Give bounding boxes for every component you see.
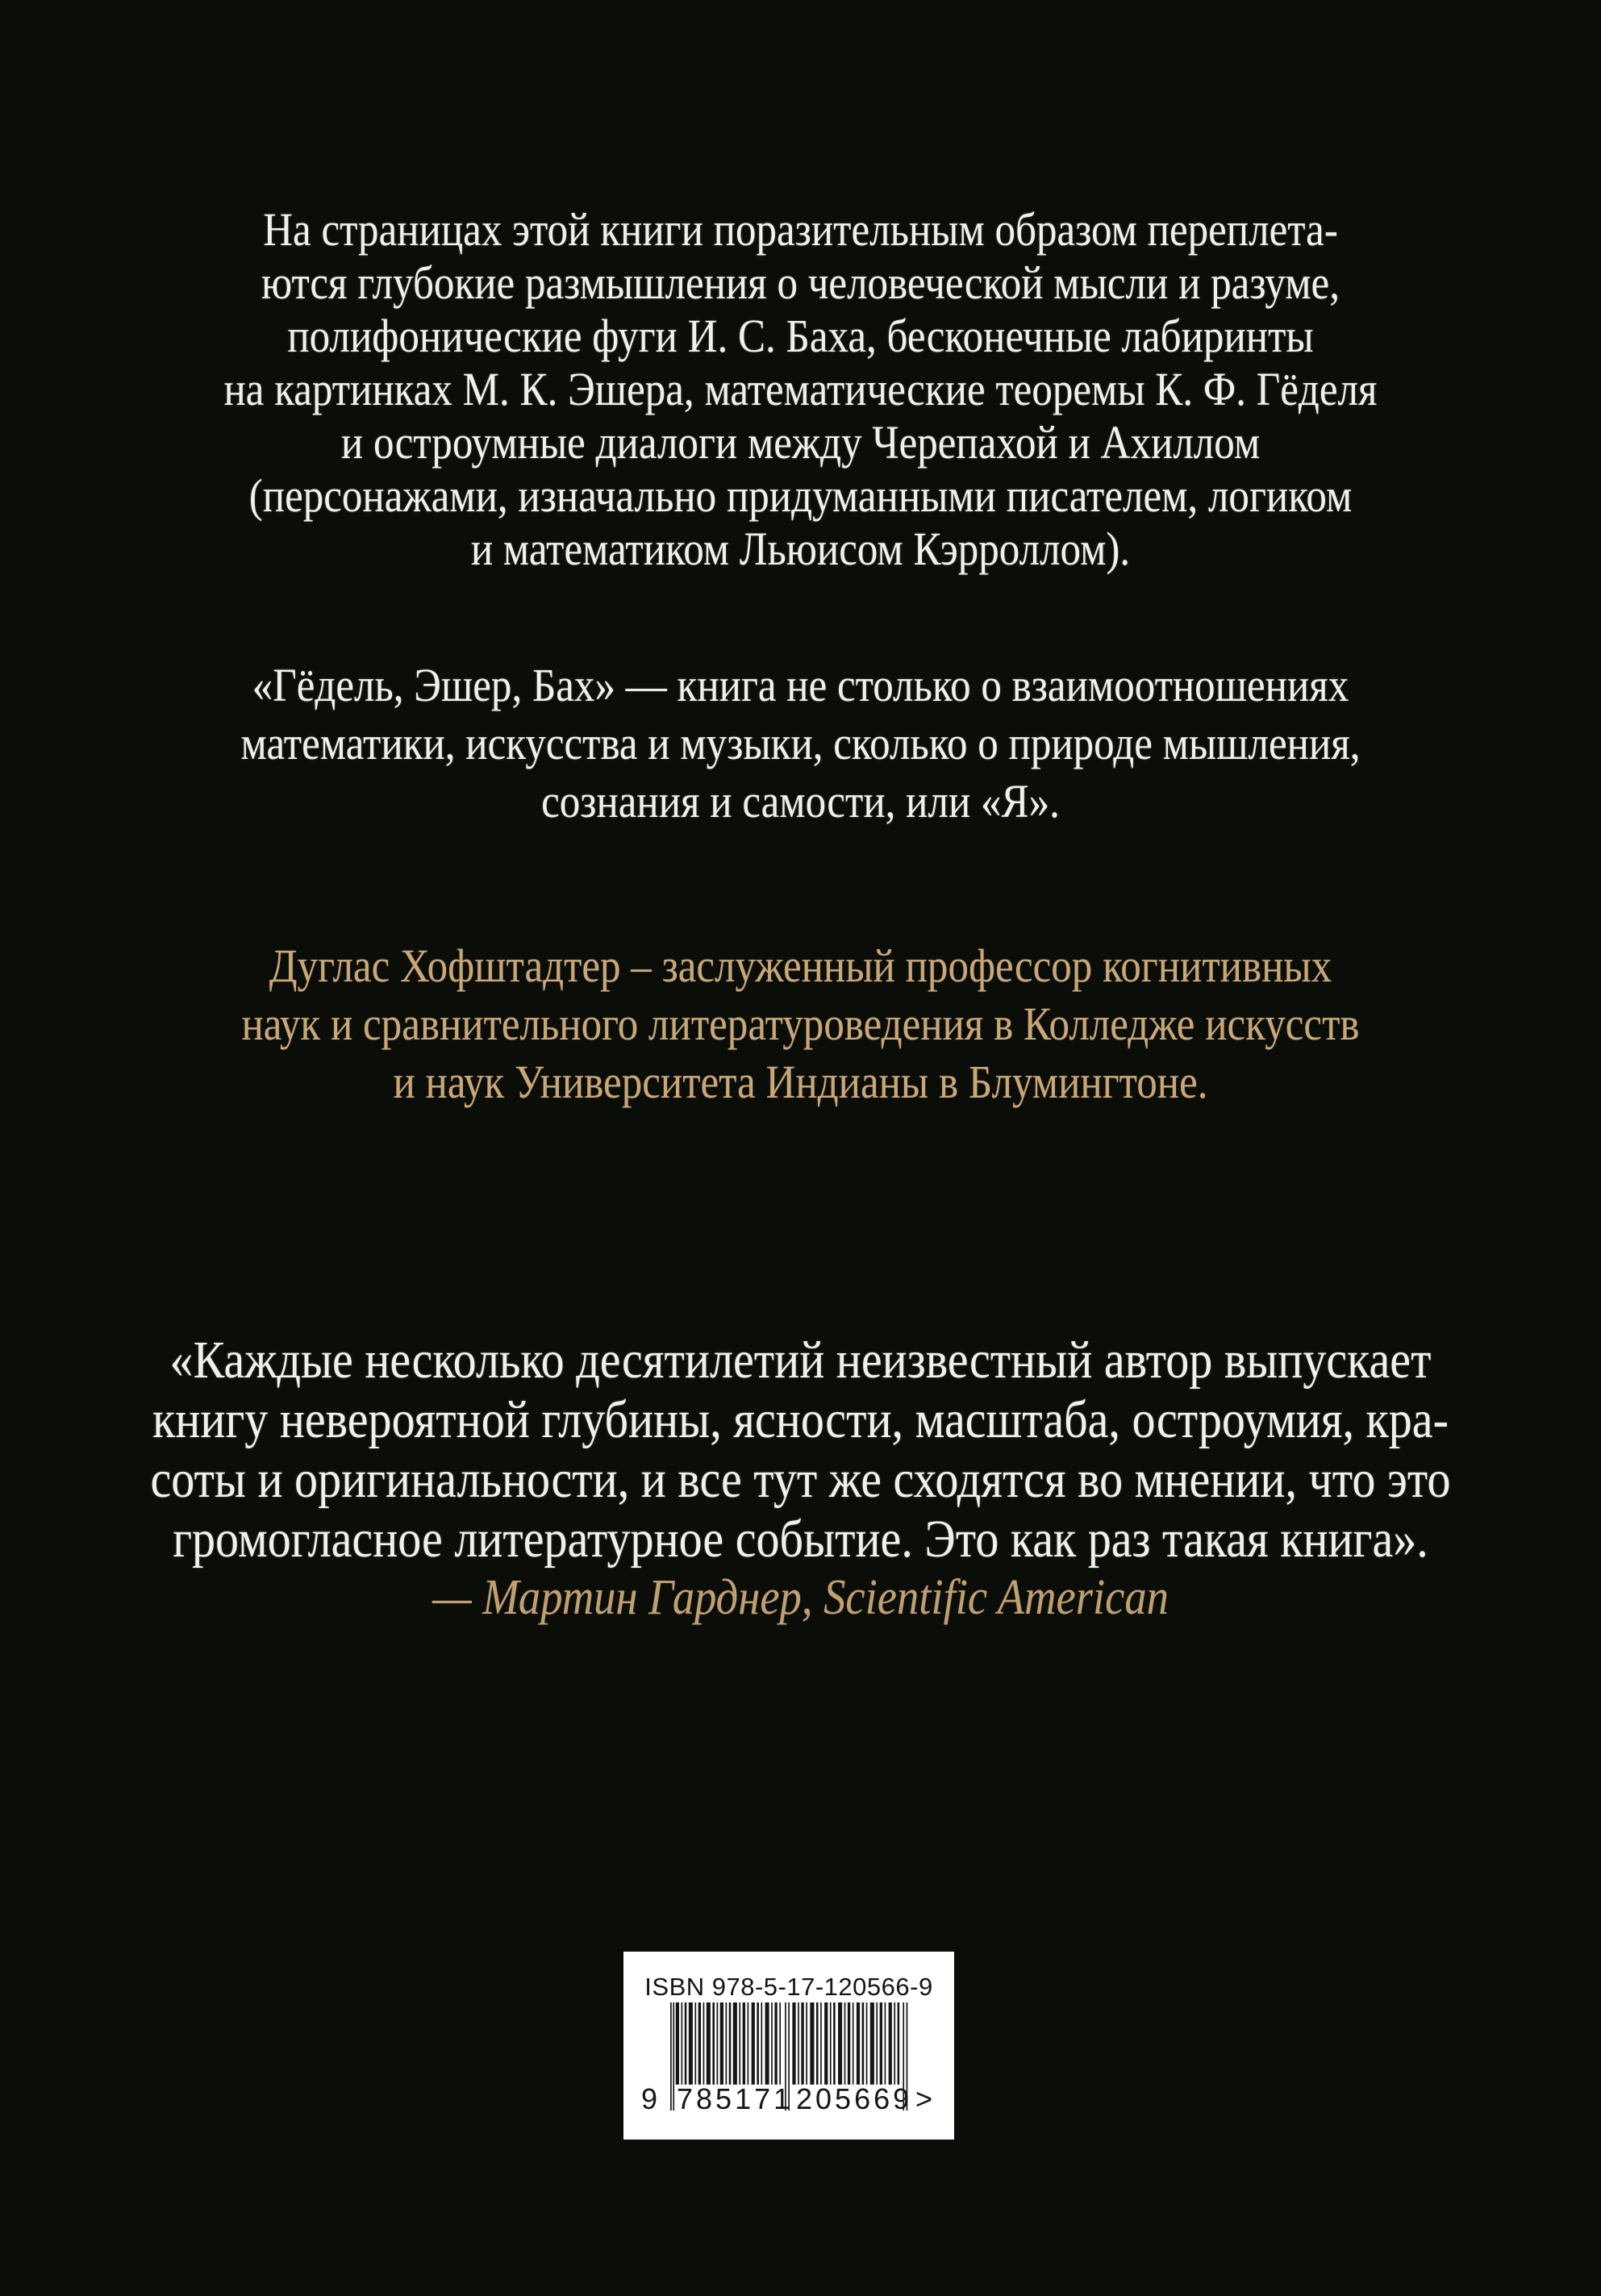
text-line: сознания и самости, или «Я».: [541, 775, 1060, 827]
text-line: и математиком Льюисом Кэрроллом).: [470, 523, 1131, 575]
barcode-box: [623, 1952, 954, 2140]
barcode-digits-group-2: 205669: [796, 2082, 913, 2115]
text-line: «Гёдель, Эшер, Бах» — книга не столько о взаимоотношениях: [252, 659, 1349, 711]
text-line: и остроумные диалоги между Черепахой и Ахиллом: [340, 416, 1261, 469]
paragraph-about-book: [96, 656, 1505, 831]
text-line: (персонажами, изначально придуманными писателем, логиком: [248, 469, 1353, 522]
quote-attribution: — Мартин Гарднер, Scientific American: [432, 1570, 1169, 1625]
barcode-digits: [623, 2082, 954, 2116]
text-line: ются глубокие размышления о человеческой мысли и разуме,: [261, 256, 1340, 309]
paragraph-author-bio: [96, 937, 1505, 1111]
isbn-label: ISBN 978-5-17-120566-9: [644, 1973, 933, 2001]
barcode-digit-first: 9: [641, 2082, 658, 2115]
text-line: на картинках М. К. Эшера, математические теоремы К. Ф. Гёделя: [223, 363, 1378, 415]
text-line: громогласное литературное событие. Это как раз такая книга».: [173, 1510, 1428, 1569]
text-line: и наук Университета Индианы в Блумингтоне.: [393, 1056, 1208, 1108]
text-line: «Каждые несколько десятилетий неизвестный автор выпускает: [169, 1331, 1432, 1390]
barcode-digits-group-1: 785171: [677, 2082, 794, 2115]
paragraph-intro: [96, 203, 1505, 576]
text-line: соты и оригинальности, и все тут же сходятся во мнении, что это: [150, 1450, 1451, 1509]
barcode-chevron-icon: >: [915, 2082, 933, 2115]
text-line: наук и сравнительного литературоведения в Колледже искусств: [241, 998, 1360, 1050]
text-line: полифонические фуги И. С. Баха, бесконечные лабиринты: [287, 310, 1314, 362]
text-line: На страницах этой книги поразительным образом переплета-: [263, 203, 1338, 256]
paragraph-review-quote: [96, 1331, 1505, 1569]
text-line: Дуглас Хофштадтер – заслуженный профессор когнитивных: [269, 940, 1332, 992]
text-line: книгу невероятной глубины, ясности, масштаба, остроумия, кра-: [152, 1390, 1449, 1449]
text-line: математики, искусства и музыки, сколько о природе мышления,: [240, 717, 1361, 769]
